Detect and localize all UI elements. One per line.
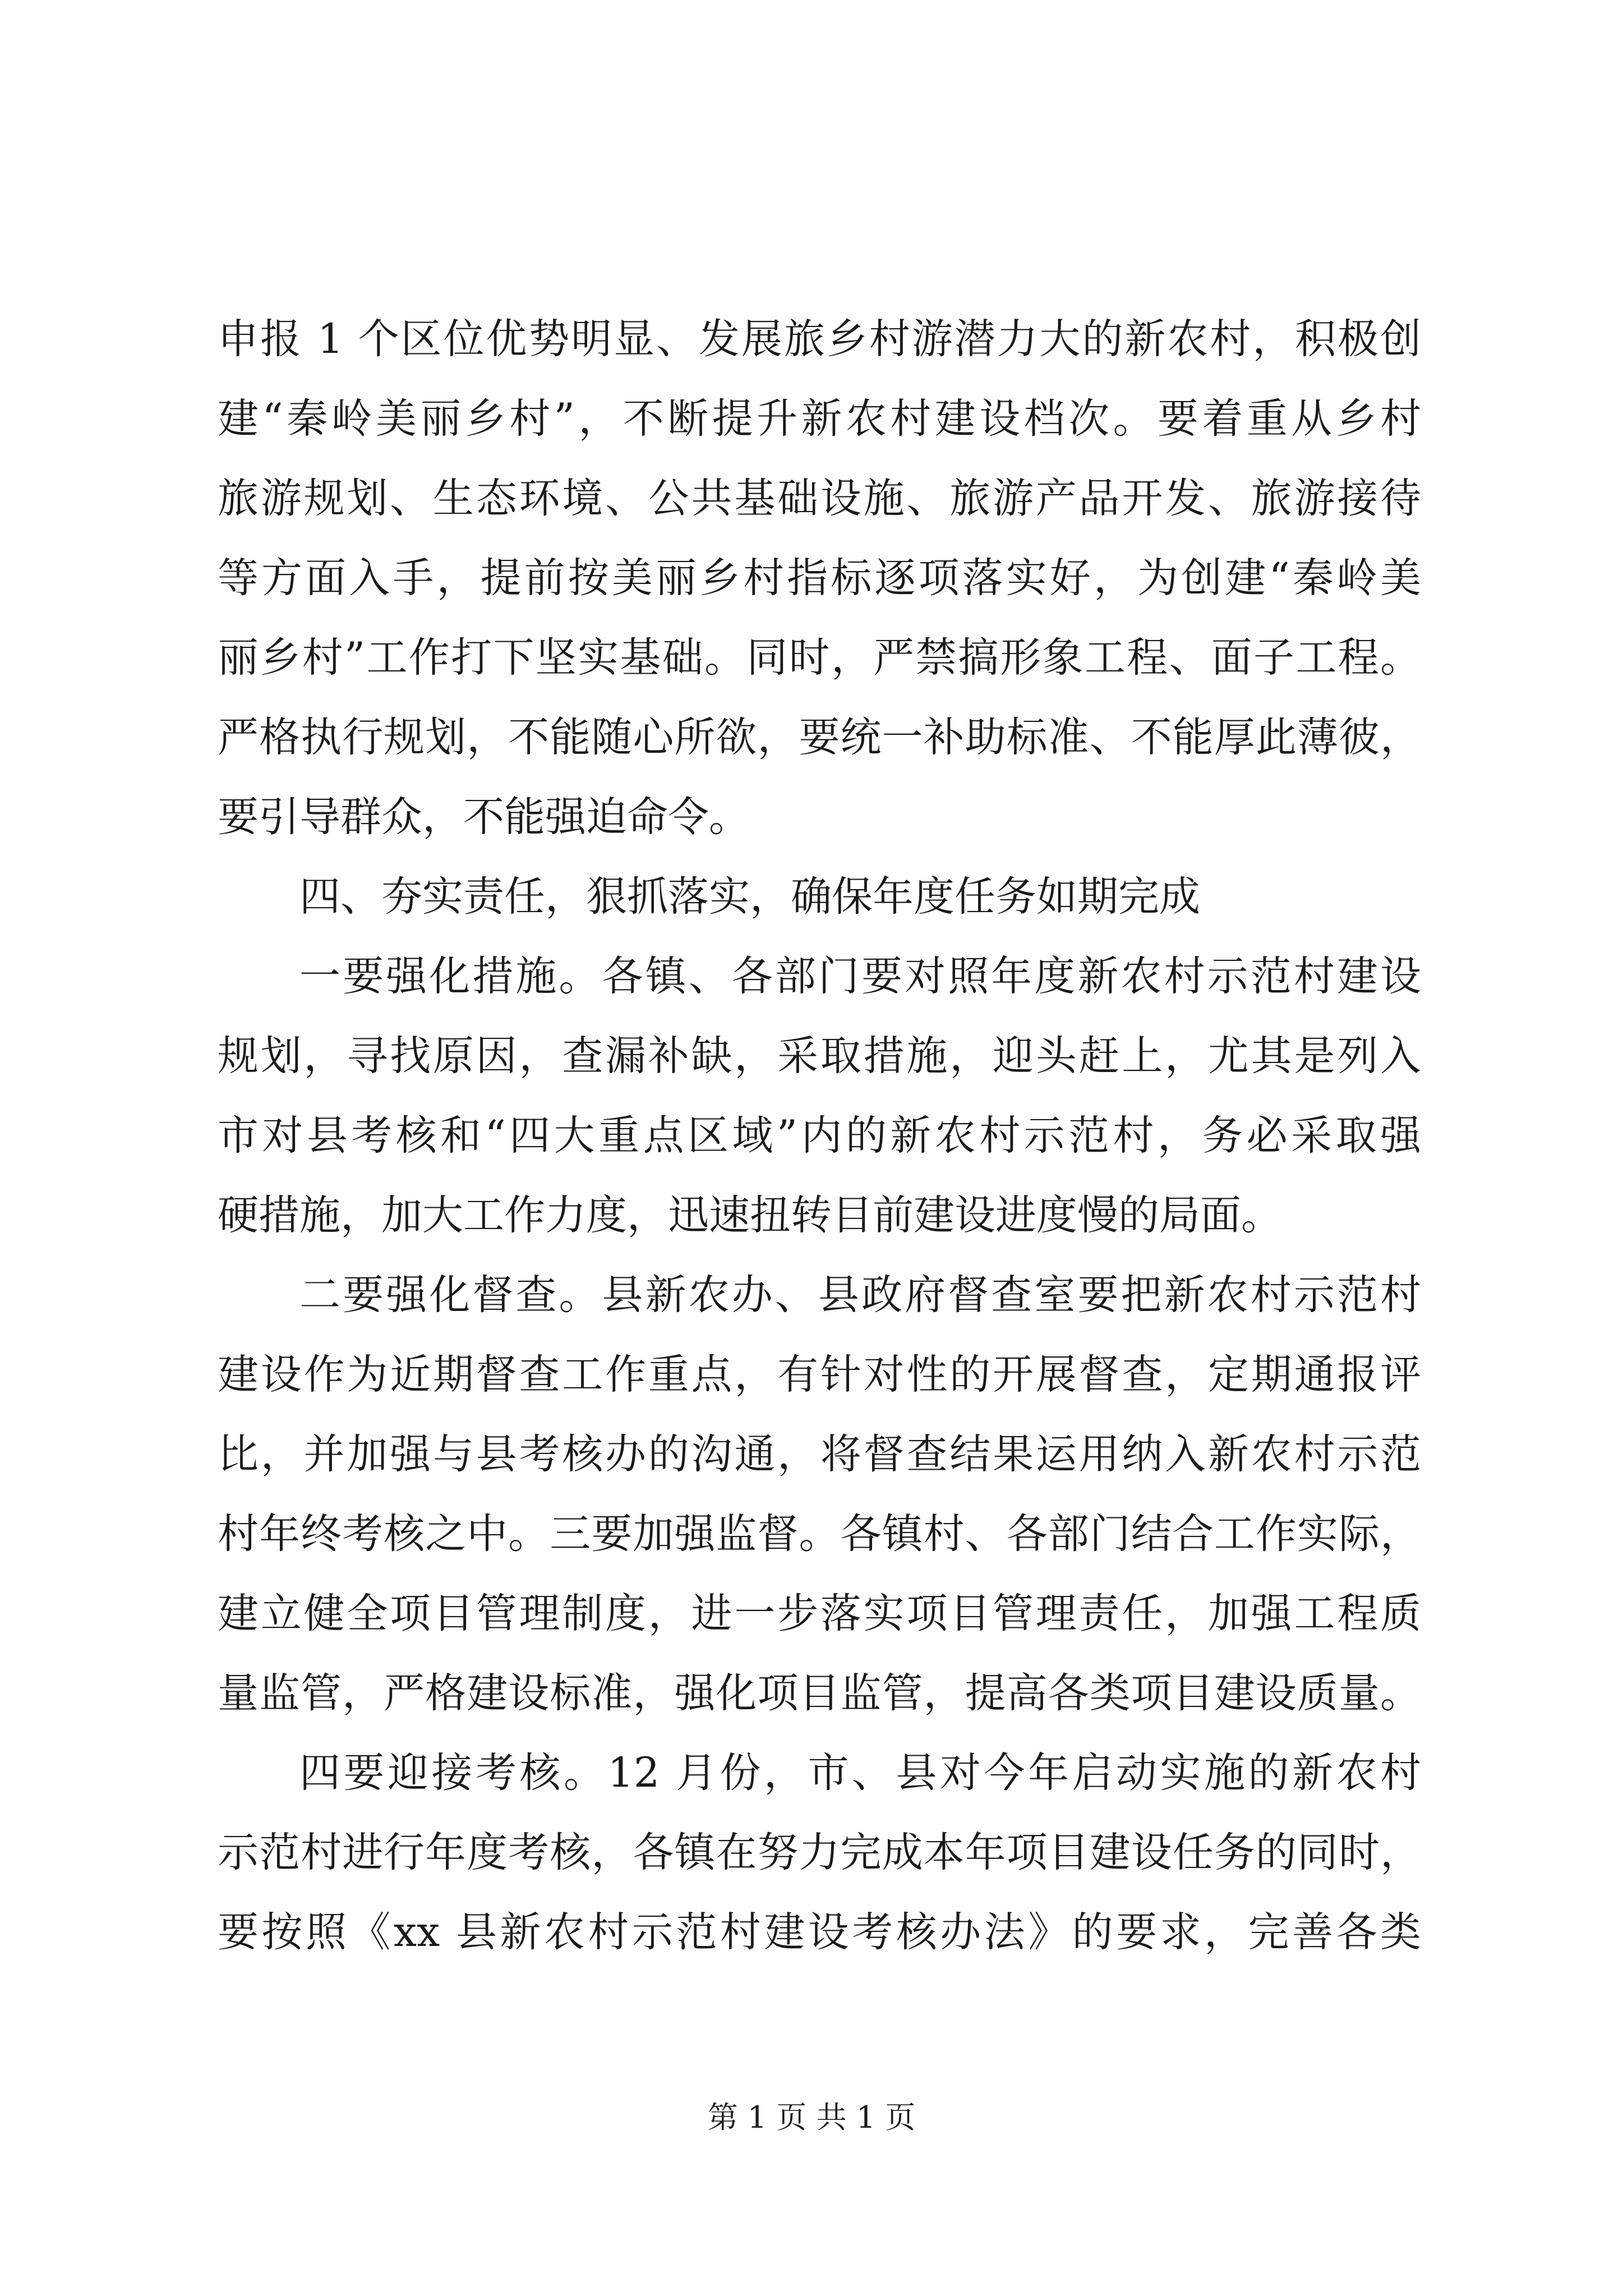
text-line: 四要迎接考核。12 月份，市、县对今年启动实施的新农村 — [299, 1749, 1421, 1797]
text-line: 示范村进行年度考核，各镇在努力完成本年项目建设任务的同时， — [218, 1829, 1421, 1876]
text-line: 要引导群众，不能强迫命令。 — [218, 793, 750, 841]
text-line: 市对县考核和“四大重点区域”内的新农村示范村，务必采取强 — [218, 1112, 1421, 1159]
text-line: 量监管，严格建设标准，强化项目监管，提高各类项目建设质量。 — [218, 1669, 1421, 1717]
text-line: 二要强化督查。县新农办、县政府督查室要把新农村示范村 — [299, 1271, 1421, 1319]
text-line: 建立健全项目管理制度，进一步落实项目管理责任，加强工程质 — [218, 1590, 1421, 1637]
text-line: 丽乡村”工作打下坚实基础。同时，严禁搞形象工程、面子工程。 — [218, 634, 1421, 682]
text-line: 硬措施，加大工作力度，迅速扭转目前建设进度慢的局面。 — [218, 1191, 1282, 1239]
text-line: 规划，寻找原因，查漏补缺，采取措施，迎头赶上，尤其是列入 — [218, 1032, 1421, 1080]
text-line: 一要强化措施。各镇、各部门要对照年度新农村示范村建设 — [299, 953, 1421, 1000]
text-line: 村年终考核之中。三要加强监督。各镇村、各部门结合工作实际， — [218, 1510, 1421, 1558]
text-line: 建“秦岭美丽乡村”，不断提升新农村建设档次。要着重从乡村 — [218, 395, 1421, 443]
text-line: 比，并加强与县考核办的沟通，将督查结果运用纳入新农村示范 — [218, 1430, 1421, 1478]
text-line: 申报 1 个区位优势明显、发展旅乡村游潜力大的新农村，积极创 — [218, 315, 1421, 363]
page-footer: 第 1 页 共 1 页 — [707, 2100, 916, 2135]
text-line: 严格执行规划，不能随心所欲，要统一补助标准、不能厚此薄彼， — [218, 714, 1421, 761]
text-line: 要按照《xx 县新农村示范村建设考核办法》的要求，完善各类 — [218, 1908, 1421, 1956]
section-heading: 四、夯实责任，狠抓落实，确保年度任务如期完成 — [299, 873, 1200, 921]
text-line: 建设作为近期督查工作重点，有针对性的开展督查，定期通报评 — [218, 1351, 1421, 1398]
text-line: 等方面入手，提前按美丽乡村指标逐项落实好，为创建“秦岭美 — [218, 554, 1421, 602]
text-line: 旅游规划、生态环境、公共基础设施、旅游产品开发、旅游接待 — [218, 475, 1421, 522]
